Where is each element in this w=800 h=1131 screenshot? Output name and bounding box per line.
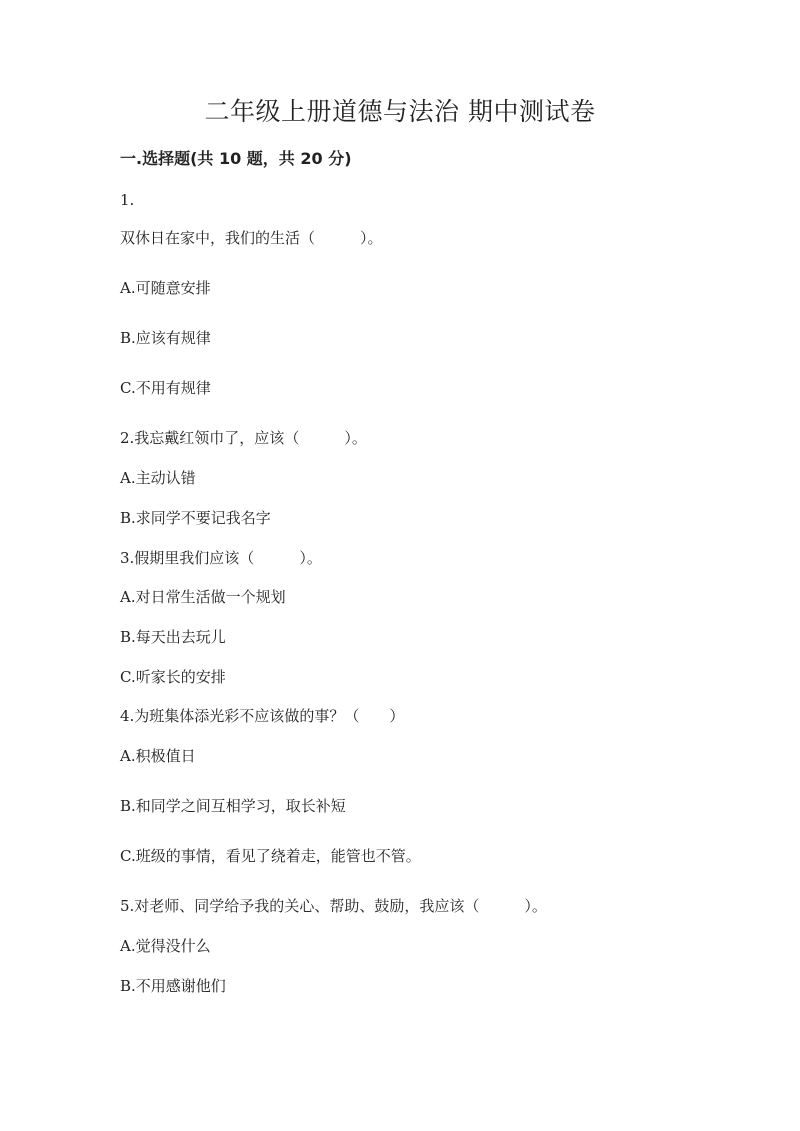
question-3-option-a: A.对日常生活做一个规划 — [120, 588, 286, 606]
question-3-text: 3.假期里我们应该（ ）。 — [120, 549, 322, 567]
question-3-option-b: B.每天出去玩儿 — [120, 628, 226, 646]
question-4-option-b: B.和同学之间互相学习，取长补短 — [120, 797, 346, 815]
question-2-option-b: B.求同学不要记我名字 — [120, 509, 271, 527]
question-2-option-a: A.主动认错 — [120, 469, 196, 487]
question-1-option-a: A.可随意安排 — [120, 279, 211, 297]
question-4-option-a: A.积极值日 — [120, 747, 196, 765]
question-1-option-b: B.应该有规律 — [120, 329, 211, 347]
page-title: 二年级上册道德与法治 期中测试卷 — [204, 97, 596, 126]
question-5-text: 5.对老师、同学给予我的关心、帮助、鼓励，我应该（ ）。 — [120, 897, 547, 915]
question-2-text: 2.我忘戴红领巾了，应该（ ）。 — [120, 429, 367, 447]
section-heading: 一.选择题(共 10 题，共 20 分) — [120, 149, 352, 168]
question-3-option-c: C.听家长的安排 — [120, 668, 226, 686]
question-4-text: 4.为班集体添光彩不应该做的事？（ ） — [120, 707, 405, 725]
question-5-option-b: B.不用感谢他们 — [120, 977, 226, 995]
question-1-option-c: C.不用有规律 — [120, 379, 211, 397]
question-5-option-a: A.觉得没什么 — [120, 937, 211, 955]
question-1-number: 1. — [120, 191, 135, 209]
question-1-text: 双休日在家中，我们的生活（ ）。 — [120, 229, 383, 247]
question-4-option-c: C.班级的事情，看见了绕着走，能管也不管。 — [120, 847, 421, 865]
